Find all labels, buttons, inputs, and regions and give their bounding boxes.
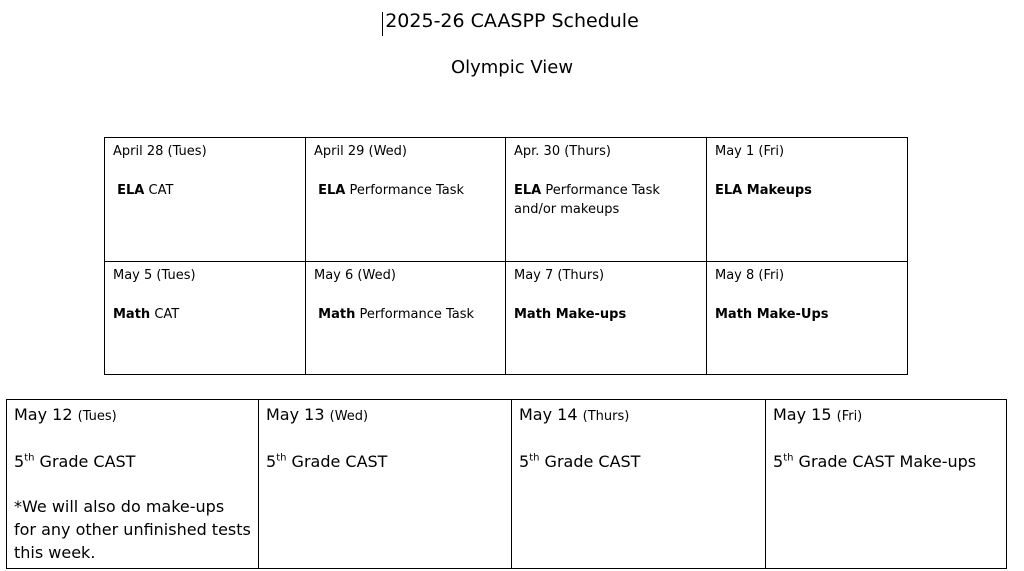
cell-task-text: Performance Task (355, 307, 475, 322)
cell-task-text: Grade CAST (286, 452, 388, 471)
cell-may-6 (306, 262, 506, 375)
grade-suffix: th (24, 452, 35, 464)
cell-task-text: Grade CAST Make-ups (793, 452, 977, 471)
cell-task (113, 307, 179, 322)
cell-subject: ELA (514, 183, 542, 198)
grade-number: 5 (773, 452, 784, 471)
cell-date (773, 403, 999, 428)
cell-task-text: CAT (144, 183, 174, 198)
cell-task (519, 452, 640, 471)
cell-date: April 28 (Tues) (113, 144, 207, 159)
document-title: 2025-26 CAASPP Schedule (385, 10, 639, 32)
cell-task (113, 183, 173, 198)
cell-date (14, 403, 251, 428)
cell-subject: Math Make-ups (514, 307, 627, 322)
table-row-week1 (105, 138, 908, 262)
cell-day: (Tues) (77, 409, 117, 424)
cell-day: (Fri) (836, 409, 863, 424)
document-subtitle: Olympic View (450, 57, 574, 78)
cell-subject: ELA Makeups (715, 183, 812, 198)
grade-number: 5 (14, 452, 25, 471)
cell-task (514, 307, 626, 322)
cell-task-text: Grade CAST (34, 452, 136, 471)
cell-task (14, 452, 135, 471)
cell-may-1 (707, 138, 908, 262)
cell-date: April 29 (Wed) (314, 144, 408, 159)
cell-task (715, 183, 812, 198)
schedule-table-ela-math (104, 137, 908, 375)
cell-task-text: Performance Task and/or makeups (514, 183, 660, 217)
cell-task-text: CAT (150, 307, 180, 322)
cell-task (773, 452, 976, 471)
cell-date: May 5 (Tues) (113, 268, 196, 283)
cell-april-30 (506, 138, 707, 262)
cell-date: May 1 (Fri) (715, 144, 785, 159)
cell-task-text: Performance Task (345, 183, 465, 198)
cell-day: (Thurs) (582, 409, 630, 424)
cell-may-15 (766, 400, 1007, 569)
cell-may-8 (707, 262, 908, 375)
cell-april-28 (105, 138, 306, 262)
cell-subject: ELA (117, 183, 145, 198)
cell-date-text: May 12 (14, 405, 73, 424)
cell-task (514, 183, 660, 217)
cell-date-text: May 14 (519, 405, 578, 424)
grade-suffix: th (783, 452, 794, 464)
cell-date: May 6 (Wed) (314, 268, 396, 283)
cell-date-text: May 15 (773, 405, 832, 424)
table-row-week2 (105, 262, 908, 375)
cell-date (266, 403, 504, 428)
grade-number: 5 (519, 452, 530, 471)
cell-date (519, 403, 758, 428)
cell-may-13 (259, 400, 512, 569)
cell-day: (Wed) (329, 409, 369, 424)
cell-april-29 (306, 138, 506, 262)
cell-subject: Math Make-Ups (715, 307, 829, 322)
cell-date: May 8 (Fri) (715, 268, 785, 283)
cell-task (266, 452, 387, 471)
cell-subject: Math (113, 307, 151, 322)
cell-may-7 (506, 262, 707, 375)
cell-task (314, 307, 474, 322)
grade-suffix: th (529, 452, 540, 464)
cell-task (314, 183, 464, 198)
cell-task (715, 307, 829, 322)
cell-may-14 (512, 400, 766, 569)
cell-may-5 (105, 262, 306, 375)
cell-date: Apr. 30 (Thurs) (514, 144, 611, 159)
cell-may-12 (7, 400, 259, 569)
cell-subject: ELA (318, 183, 346, 198)
grade-number: 5 (266, 452, 277, 471)
cell-subject: Math (318, 307, 356, 322)
cell-date: May 7 (Thurs) (514, 268, 605, 283)
schedule-table-cast (6, 399, 1007, 569)
cell-task-text: Grade CAST (539, 452, 641, 471)
table-row-week3 (7, 400, 1007, 569)
grade-suffix: th (276, 452, 287, 464)
cell-date-text: May 13 (266, 405, 325, 424)
cell-note: *We will also do make-ups for any other unfinished tests this week. (14, 497, 251, 562)
